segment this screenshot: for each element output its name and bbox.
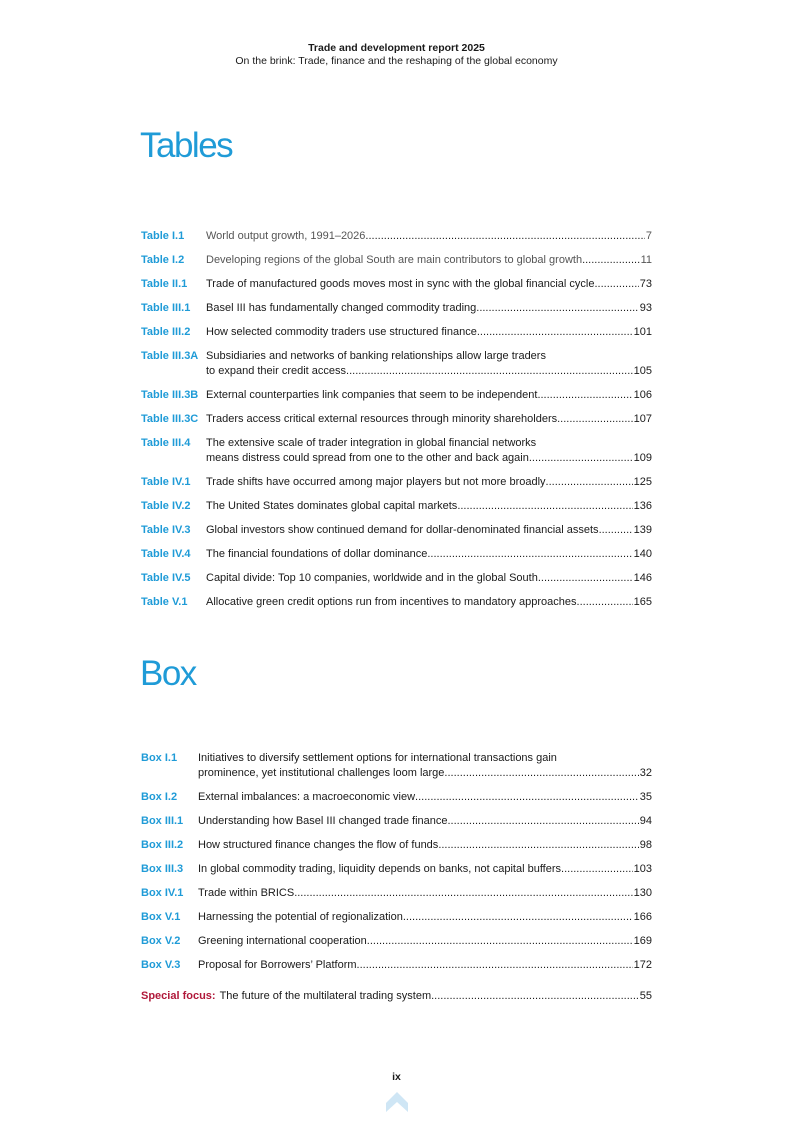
- dot-leader: [557, 412, 633, 427]
- entry-label: Table III.4: [141, 437, 191, 449]
- entry-label: Box V.2: [141, 935, 181, 947]
- dot-leader: [438, 838, 638, 853]
- entry-title: World output growth, 1991–2026: [206, 230, 366, 242]
- entry-page: 109: [633, 452, 652, 464]
- dot-leader: [294, 886, 632, 901]
- entry-page: 136: [633, 500, 652, 512]
- dot-leader: [476, 301, 638, 316]
- entry-page: 140: [633, 548, 652, 560]
- entry-page: 32: [639, 767, 652, 779]
- dot-leader: [529, 451, 633, 466]
- dot-leader: [546, 475, 633, 490]
- entry-page: 35: [639, 791, 652, 803]
- special-focus-entry[interactable]: [141, 989, 652, 1004]
- dot-leader: [599, 523, 633, 538]
- dot-leader: [477, 325, 633, 340]
- entry-label: Table III.3C: [141, 413, 199, 425]
- entry-label: Table IV.4: [141, 548, 191, 560]
- entry-title: Trade within BRICS: [198, 887, 295, 899]
- dot-leader: [427, 547, 632, 562]
- entry-title: Trade shifts have occurred among major players but not more broadly: [206, 476, 546, 488]
- entry-label: Table IV.1: [141, 476, 191, 488]
- entry-label: Box III.2: [141, 839, 184, 851]
- entry-page: 73: [639, 278, 652, 290]
- dot-leader: [561, 862, 633, 877]
- entry-page: 7: [645, 230, 652, 242]
- entry-page: 172: [633, 959, 652, 971]
- entry-label: Table III.3B: [141, 389, 199, 401]
- entry-label: Table IV.3: [141, 524, 191, 536]
- special-focus-label: Special focus:: [141, 990, 216, 1002]
- table-entry[interactable]: [141, 229, 652, 244]
- entry-page: 107: [633, 413, 652, 425]
- entry-page: 103: [633, 863, 652, 875]
- entry-title: to expand their credit access: [206, 365, 347, 377]
- entry-label: Table I.1: [141, 230, 185, 242]
- unctad-chevron-icon: [384, 1090, 410, 1116]
- table-entry[interactable]: [141, 571, 652, 586]
- entry-label: Table IV.2: [141, 500, 191, 512]
- entry-page: 165: [633, 596, 652, 608]
- table-entry[interactable]: [141, 523, 652, 538]
- entry-title: Understanding how Basel III changed trade finance: [198, 815, 448, 827]
- entry-page: 169: [633, 935, 652, 947]
- running-header: [0, 42, 793, 68]
- entry-label: Box I.2: [141, 791, 178, 803]
- table-entry[interactable]: [141, 547, 652, 562]
- dot-leader: [365, 229, 644, 244]
- dot-leader: [431, 989, 639, 1004]
- dot-leader: [357, 958, 633, 973]
- entry-label: Box I.1: [141, 752, 178, 764]
- box-list: [141, 751, 652, 982]
- box-entry[interactable]: [141, 934, 652, 949]
- dot-leader: [594, 277, 638, 292]
- dot-leader: [538, 571, 633, 586]
- table-entry[interactable]: [141, 253, 652, 268]
- dot-leader: [444, 766, 638, 781]
- entry-label: Box V.3: [141, 959, 181, 971]
- entry-label: Table III.2: [141, 326, 191, 338]
- table-entry[interactable]: [141, 301, 652, 316]
- box-section-title: Box: [140, 654, 196, 693]
- entry-title-line1: Subsidiaries and networks of banking relationships allow large traders: [206, 350, 546, 362]
- entry-page: 98: [639, 839, 652, 851]
- entry-title: In global commodity trading, liquidity depends on banks, not capital buffers: [198, 863, 562, 875]
- entry-title: Harnessing the potential of regionalization: [198, 911, 403, 923]
- entry-title: prominence, yet institutional challenges loom large: [198, 767, 445, 779]
- table-entry[interactable]: [141, 325, 652, 340]
- entry-title: Global investors show continued demand for dollar-denominated financial assets: [206, 524, 599, 536]
- entry-title: Traders access critical external resources through minority shareholders: [206, 413, 558, 425]
- entry-page: 93: [639, 302, 652, 314]
- entry-title: How structured finance changes the flow of funds: [198, 839, 439, 851]
- entry-title-line1: Initiatives to diversify settlement options for international transactions gain: [198, 752, 557, 764]
- table-entry[interactable]: [141, 595, 652, 610]
- dot-leader: [403, 910, 633, 925]
- entry-page: 105: [633, 365, 652, 377]
- entry-page: 130: [633, 887, 652, 899]
- report-title: Trade and development report 2025: [308, 42, 485, 54]
- entry-title: Basel III has fundamentally changed commodity trading: [206, 302, 477, 314]
- table-entry[interactable]: [141, 412, 652, 427]
- entry-title: Capital divide: Top 10 companies, worldwide and in the global South: [206, 572, 538, 584]
- entry-title: The financial foundations of dollar dominance: [206, 548, 428, 560]
- report-subtitle: On the brink: Trade, finance and the reshaping of the global economy: [235, 55, 558, 67]
- dot-leader: [457, 499, 632, 514]
- box-entry[interactable]: [141, 814, 652, 829]
- entry-page: 146: [633, 572, 652, 584]
- special-focus-page: 55: [639, 990, 652, 1002]
- box-entry[interactable]: [141, 886, 652, 901]
- dot-leader: [415, 790, 639, 805]
- entry-title: Allocative green credit options run from incentives to mandatory approaches: [206, 596, 577, 608]
- entry-page: 139: [633, 524, 652, 536]
- entry-label: Table II.1: [141, 278, 188, 290]
- special-focus-title: The future of the multilateral trading system: [219, 990, 432, 1002]
- table-entry[interactable]: [141, 436, 652, 466]
- entry-page: 101: [633, 326, 652, 338]
- tables-section-title: Tables: [140, 126, 233, 165]
- entry-title: The United States dominates global capital markets: [206, 500, 458, 512]
- entry-page: 94: [639, 815, 652, 827]
- box-entry[interactable]: [141, 751, 652, 781]
- dot-leader: [346, 364, 633, 379]
- entry-page: 125: [633, 476, 652, 488]
- entry-title: Greening international cooperation: [198, 935, 367, 947]
- box-entry[interactable]: [141, 838, 652, 853]
- box-entry[interactable]: [141, 862, 652, 877]
- table-entry[interactable]: [141, 349, 652, 379]
- entry-title: External counterparties link companies that seem to be independent: [206, 389, 538, 401]
- dot-leader: [367, 934, 633, 949]
- table-entry[interactable]: [141, 499, 652, 514]
- entry-label: Table III.3A: [141, 350, 199, 362]
- tables-list: [141, 229, 652, 619]
- entry-label: Box III.1: [141, 815, 184, 827]
- entry-label: Table V.1: [141, 596, 188, 608]
- dot-leader: [537, 388, 632, 403]
- entry-label: Table I.2: [141, 254, 185, 266]
- box-entry[interactable]: [141, 790, 652, 805]
- page-number: ix: [392, 1071, 401, 1083]
- entry-page: 106: [633, 389, 652, 401]
- box-entry[interactable]: [141, 958, 652, 973]
- table-entry[interactable]: [141, 475, 652, 490]
- entry-title: Proposal for Borrowers’ Platform: [198, 959, 357, 971]
- entry-label: Box IV.1: [141, 887, 184, 899]
- entry-title-line1: The extensive scale of trader integration in global financial networks: [206, 437, 537, 449]
- entry-label: Box III.3: [141, 863, 184, 875]
- table-entry[interactable]: [141, 388, 652, 403]
- entry-title: External imbalances: a macroeconomic view: [198, 791, 416, 803]
- entry-title: Trade of manufactured goods moves most in sync with the global financial cycle: [206, 278, 595, 290]
- table-entry[interactable]: [141, 277, 652, 292]
- dot-leader: [577, 595, 633, 610]
- entry-label: Table IV.5: [141, 572, 191, 584]
- entry-label: Table III.1: [141, 302, 191, 314]
- entry-page: 11: [640, 254, 652, 266]
- box-entry[interactable]: [141, 910, 652, 925]
- entry-title: Developing regions of the global South are main contributors to global growth: [206, 254, 583, 266]
- entry-title: means distress could spread from one to the other and back again: [206, 452, 529, 464]
- entry-label: Box V.1: [141, 911, 181, 923]
- entry-title: How selected commodity traders use structured finance: [206, 326, 477, 338]
- dot-leader: [582, 253, 640, 268]
- entry-page: 166: [633, 911, 652, 923]
- dot-leader: [448, 814, 639, 829]
